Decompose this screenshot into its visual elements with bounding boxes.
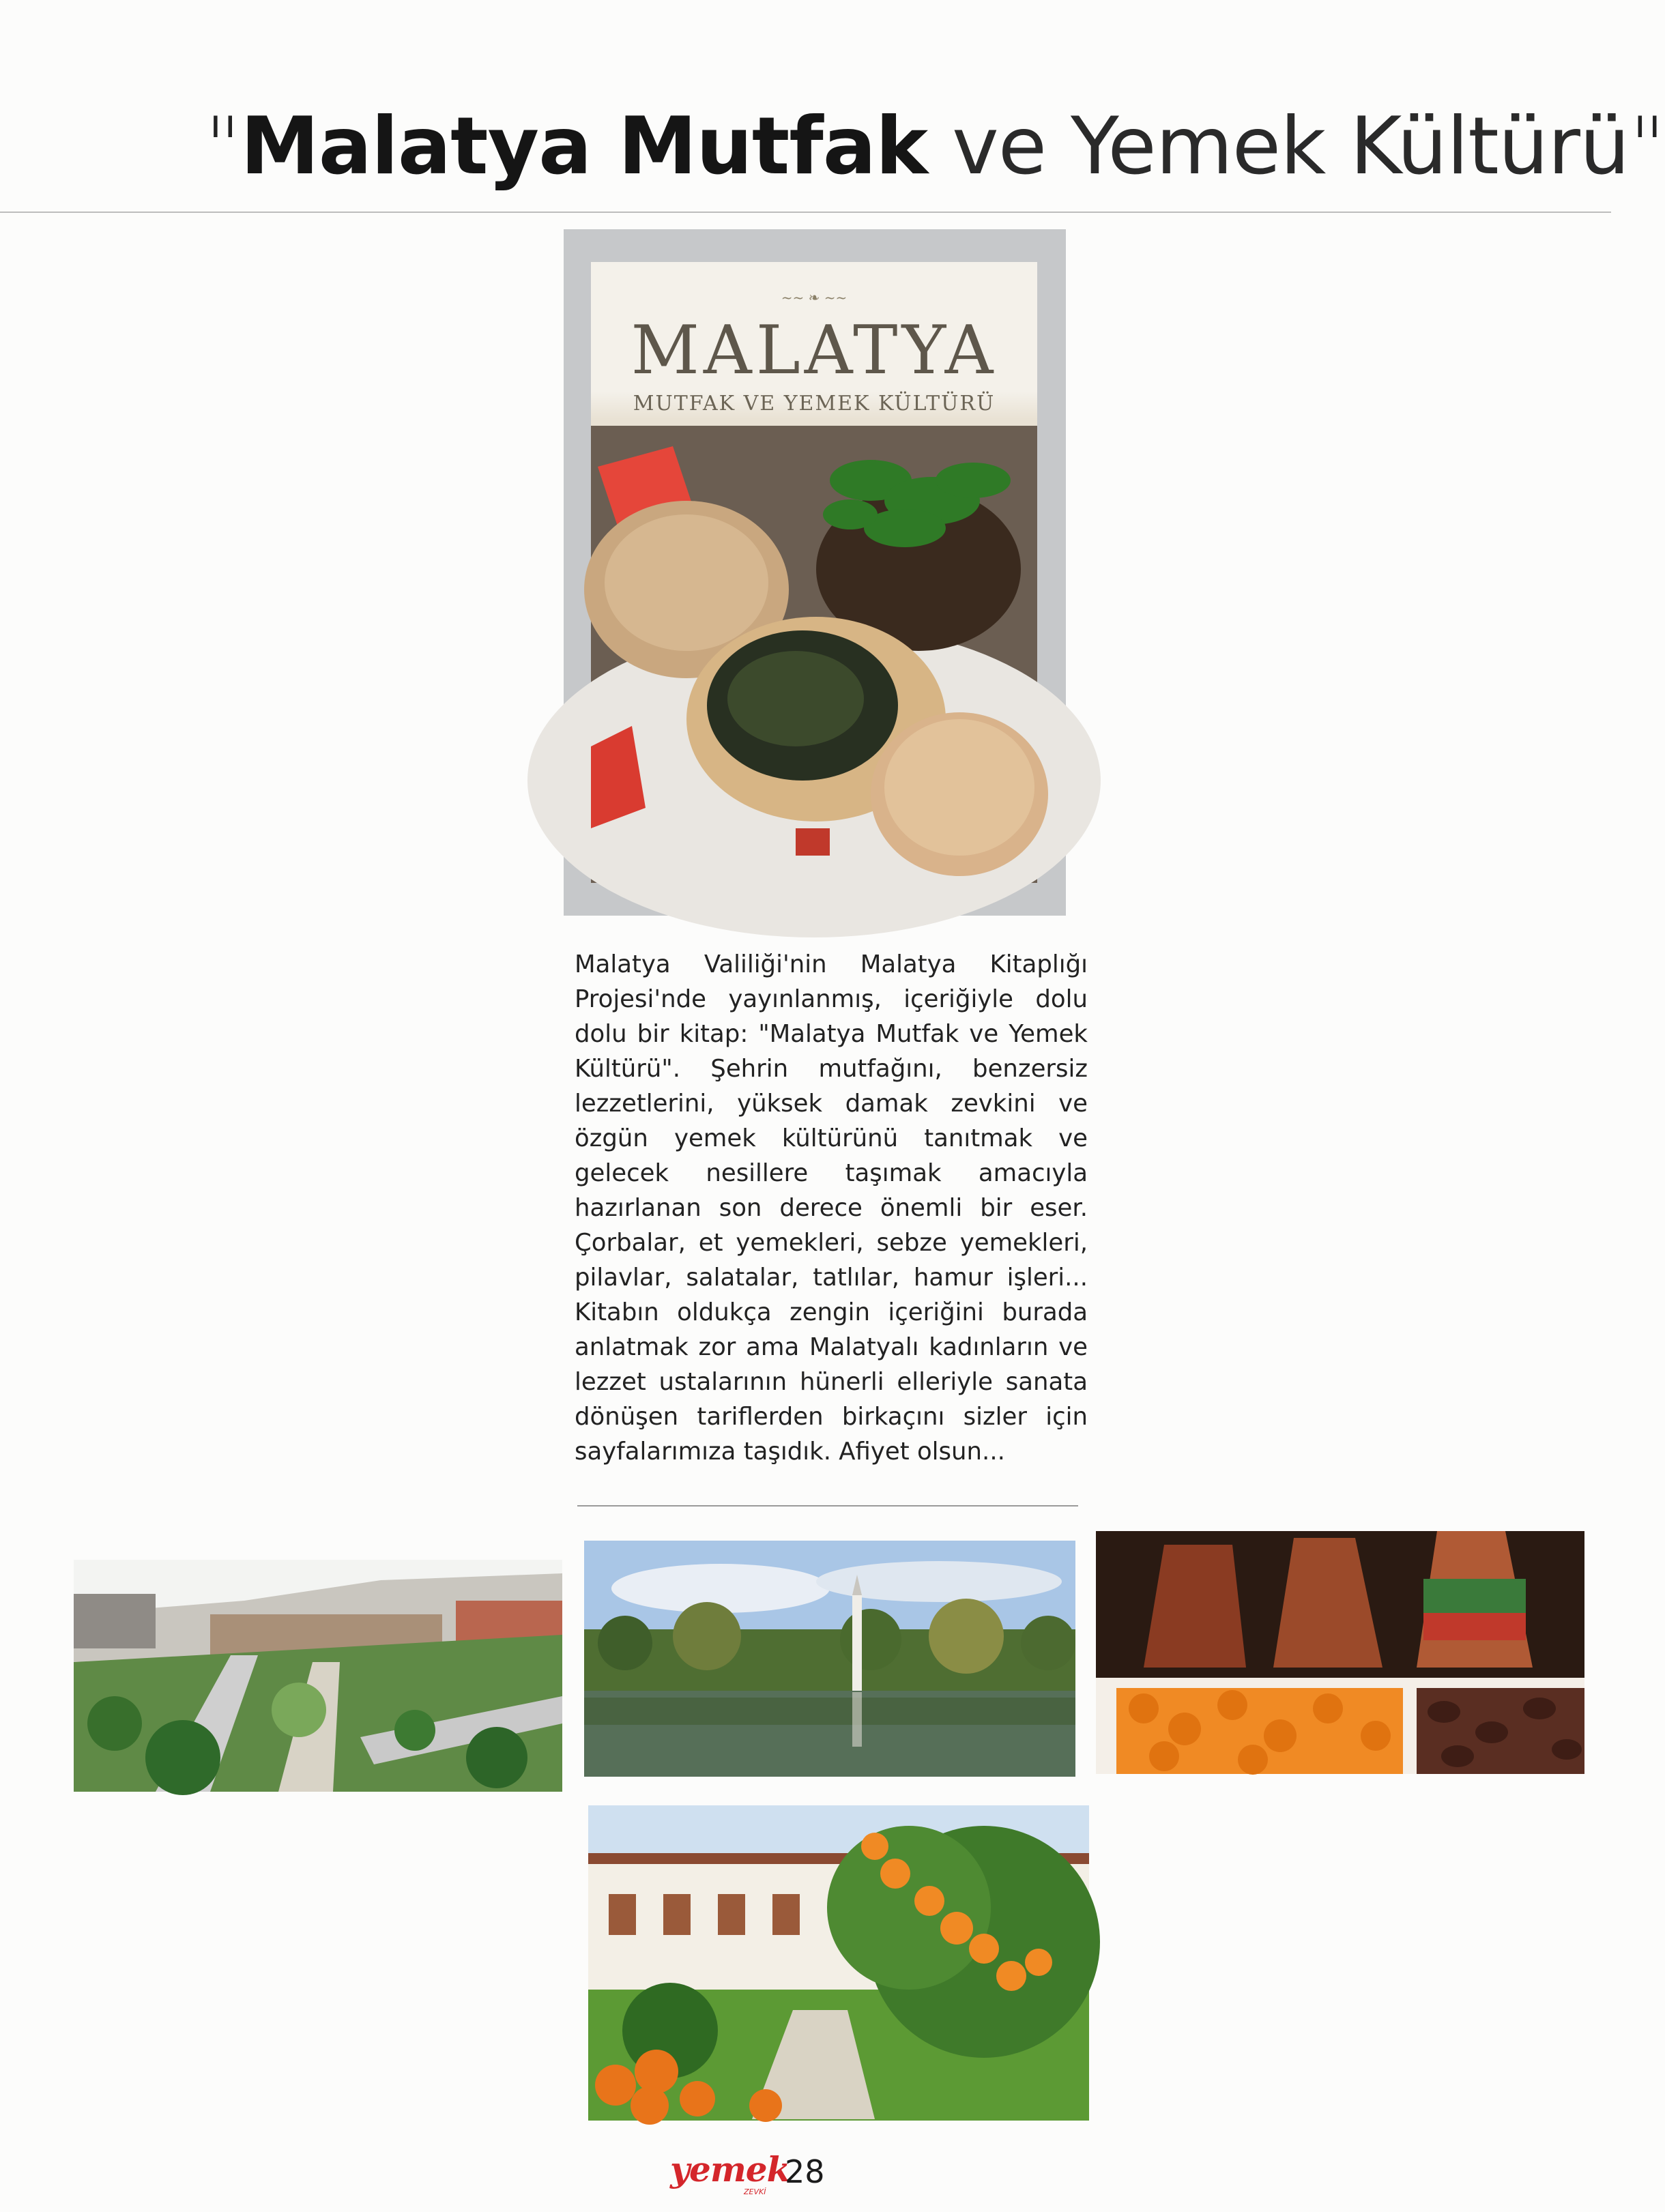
title-bold: Malatya Mutfak <box>240 100 928 192</box>
open-quote: " <box>205 100 241 192</box>
lake-minaret-photo <box>584 1541 1075 1777</box>
brand-sub: ZEVKİ <box>744 2187 766 2196</box>
city-park-photo <box>74 1560 562 1792</box>
article-divider <box>577 1505 1078 1507</box>
apricot-tree-photo <box>588 1805 1089 2121</box>
page-number: 28 <box>785 2153 825 2190</box>
book-title: MALATYA <box>631 312 998 390</box>
close-quote: " <box>1629 100 1665 192</box>
ornament-top-icon: ~~ ❧ ~~ <box>781 289 848 306</box>
dried-apricots-photo <box>1096 1531 1584 1774</box>
book-cover <box>591 262 1037 883</box>
book-subtitle: MUTFAK VE YEMEK KÜLTÜRÜ <box>633 392 996 416</box>
book-food-illustration <box>591 426 1037 883</box>
page-title <box>205 96 1665 198</box>
title-light: ve Yemek Kültürü <box>927 100 1630 192</box>
brand-logo: yemek <box>670 2149 790 2189</box>
article-body: Malatya Valiliği'nin Malatya Kitaplığı Projesi'nde yayınlanmış, içeriğiyle dolu dolu bir kitap: "Malatya Mutfak ve Yemek Kültürü". Şehrin mutfağını, benzersiz lezzetlerini, yüksek damak zevkini ve özgün yemek kültürünü tanıtmak ve gelecek nesillere taşımak amacıyla hazırlanan son derece önemli bir eser. Çorbalar, et yemekleri, sebze yemekleri, pilavlar, salatalar, tatlılar, hamur işleri... Kitabın oldukça zengin içeriğini burada anlatmak zor ama Malatyalı kadınların ve lezzet ustalarının hünerli elleriyle sanata dönüşen tariflerden birkaçını sizler için sayfalarımıza taşıdık. Afiyet olsun... <box>575 950 1088 1466</box>
header-divider <box>0 212 1611 213</box>
